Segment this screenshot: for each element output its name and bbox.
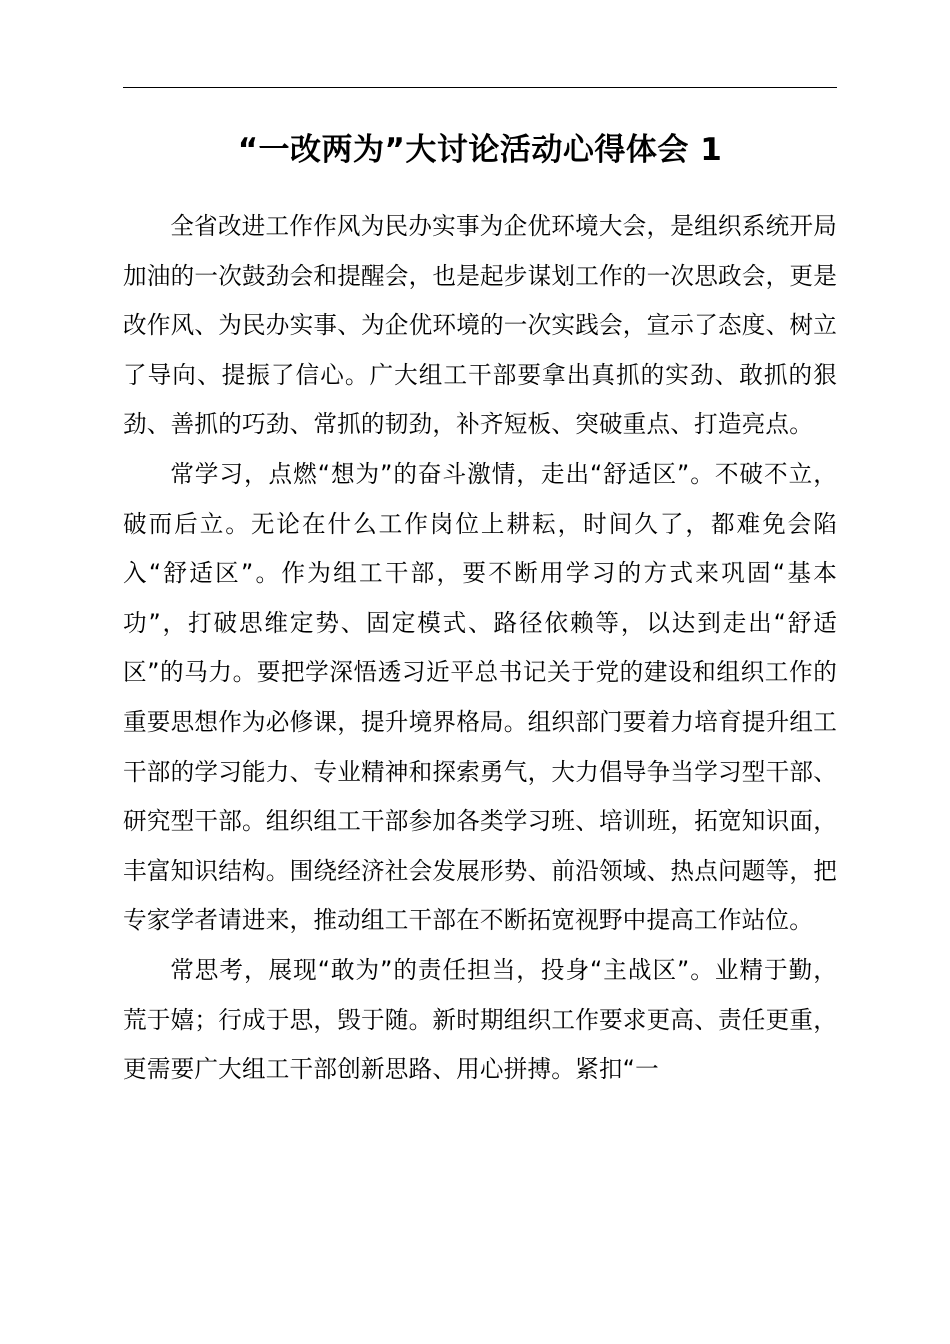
paragraph-study: 常学习，点燃“想为”的奋斗激情，走出“舒适区”。不破不立，破而后立。无论在什么工作岗位上耕耘，时间久了，都难免会陷入“舒适区”。作为组工干部，要不断用学习的方式来巩固“基本功”，打破思维定势、固定模式、路径依赖等，以达到走出“舒适区”的马力。要把学深悟透习近平总书记关于党的建设和组织工作的重要思想作为必修课，提升境界格局。组织部门要着力培育提升组工干部的学习能力、专业精神和探索勇气，大力倡导争当学习型干部、研究型干部。组织组工干部参加各类学习班、培训班，拓宽知识面，丰富知识结构。围绕经济社会发展形势、前沿领域、热点问题等，把专家学者请进来，推动组工干部在不断拓宽视野中提高工作站位。 bbox=[123, 459, 837, 935]
document-title: “一改两为”大讨论活动心得体会 1 bbox=[237, 132, 723, 168]
document-body bbox=[123, 202, 837, 1095]
paragraph-think: 常思考，展现“敢为”的责任担当，投身“主战区”。业精于勤，荒于嬉；行成于思，毁于随。新时期组织工作要求更高、责任更重，更需要广大组工干部创新思路、用心拼搏。紧扣“一 bbox=[123, 955, 837, 1084]
header-rule bbox=[123, 87, 837, 88]
paragraph-intro: 全省改进工作作风为民办实事为企优环境大会，是组织系统开局加油的一次鼓劲会和提醒会，也是起步谋划工作的一次思政会，更是改作风、为民办实事、为企优环境的一次实践会，宣示了态度、树立了导向、提振了信心。广大组工干部要拿出真抓的实劲、敢抓的狠劲、善抓的巧劲、常抓的韧劲，补齐短板、突破重点、打造亮点。 bbox=[123, 212, 837, 439]
